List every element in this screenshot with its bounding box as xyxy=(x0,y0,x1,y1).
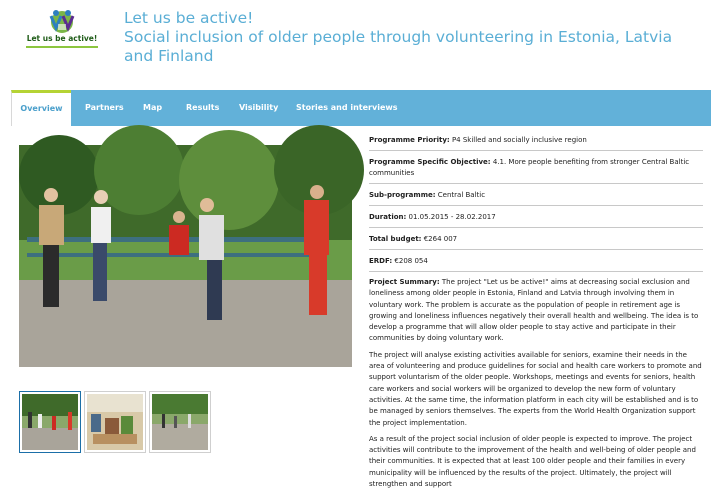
description-paragraph-3: As a result of the project social inclusion of older people is expected to improve. The project activities will contribute to the improvement of the health and well-being of older people and their communities. It is expected that at least 100 older people and their families in every municipality will be influenced by the results of the project. Ultimately, the project will strengthen and support xyxy=(369,434,696,489)
tab-visibility[interactable]: Visibility xyxy=(239,103,279,112)
info-row-duration xyxy=(369,206,703,228)
project-logo[interactable] xyxy=(18,6,106,50)
page-title xyxy=(124,9,684,66)
thumbnail-3[interactable] xyxy=(149,391,211,453)
site-header xyxy=(0,0,711,90)
info-label: Duration: xyxy=(369,213,407,221)
info-value: 01.05.2015 - 28.02.2017 xyxy=(408,213,496,221)
main-nav xyxy=(11,90,711,126)
logo-text: Let us be active! xyxy=(26,34,98,43)
tab-stories-and-interviews[interactable]: Stories and interviews xyxy=(296,103,398,112)
figures-logo-icon xyxy=(18,6,106,36)
info-value: P4 Skilled and socially inclusive region xyxy=(451,136,587,144)
tab-partners[interactable]: Partners xyxy=(85,103,124,112)
tab-results[interactable]: Results xyxy=(186,103,220,112)
description-paragraph-2: The project will analyse existing activities available for seniors, examine their needs in the area of volunteering and produce guidelines for social and health care workers to promote and support voluntarism of the older people. Workshops, meetings and events for seniors, health care workers and social workers will be organized to develop the new form of voluntary activities. At the same time, the information platform in each city will be established and is to be managed by seniors themselves. The experts from the World Health Organization support the project implementation. xyxy=(369,350,702,427)
info-row-specific-objective xyxy=(369,151,703,184)
info-label: Programme Specific Objective: xyxy=(369,158,491,166)
info-row-programme-priority xyxy=(369,132,703,151)
info-label: Sub-programme: xyxy=(369,191,436,199)
info-value: €264 007 xyxy=(423,235,458,243)
thumbnail-1[interactable] xyxy=(19,391,81,453)
info-row-total-budget xyxy=(369,228,703,250)
main-photo[interactable] xyxy=(19,145,352,367)
summary-label: Project Summary: xyxy=(369,278,440,286)
tab-map[interactable]: Map xyxy=(143,103,163,112)
project-info xyxy=(369,132,703,490)
logo-underline xyxy=(26,46,98,48)
info-row-erdf xyxy=(369,250,703,272)
page-title-line2: Social inclusion of older people through volunteering in Estonia, Latvia and Finland xyxy=(124,28,673,65)
project-summary xyxy=(369,277,703,345)
info-label: Total budget: xyxy=(369,235,422,243)
summary-text: The project "Let us be active!" aims at decreasing social exclusion and loneliness among older people in Estonia, Finland and Latvia through involving them in voluntary work. The problem is accurate as the population of people in retirement age is growing and loneliness influences negatively their overall health and wellbeing. The idea is to develop a programme that will allow older people to stay active and participate in their communities by doing voluntary work. xyxy=(369,278,699,343)
info-value: €208 054 xyxy=(394,257,428,265)
info-row-sub-programme xyxy=(369,184,703,206)
tab-overview[interactable]: Overview xyxy=(11,90,71,126)
thumbnail-2[interactable] xyxy=(84,391,146,453)
info-label: Programme Priority: xyxy=(369,136,450,144)
info-label: ERDF: xyxy=(369,257,393,265)
info-value: 4.1. More people benefiting from stronger Central Baltic communities xyxy=(369,158,690,177)
info-value: Central Baltic xyxy=(437,191,486,199)
page-title-line1: Let us be active! xyxy=(124,9,254,27)
